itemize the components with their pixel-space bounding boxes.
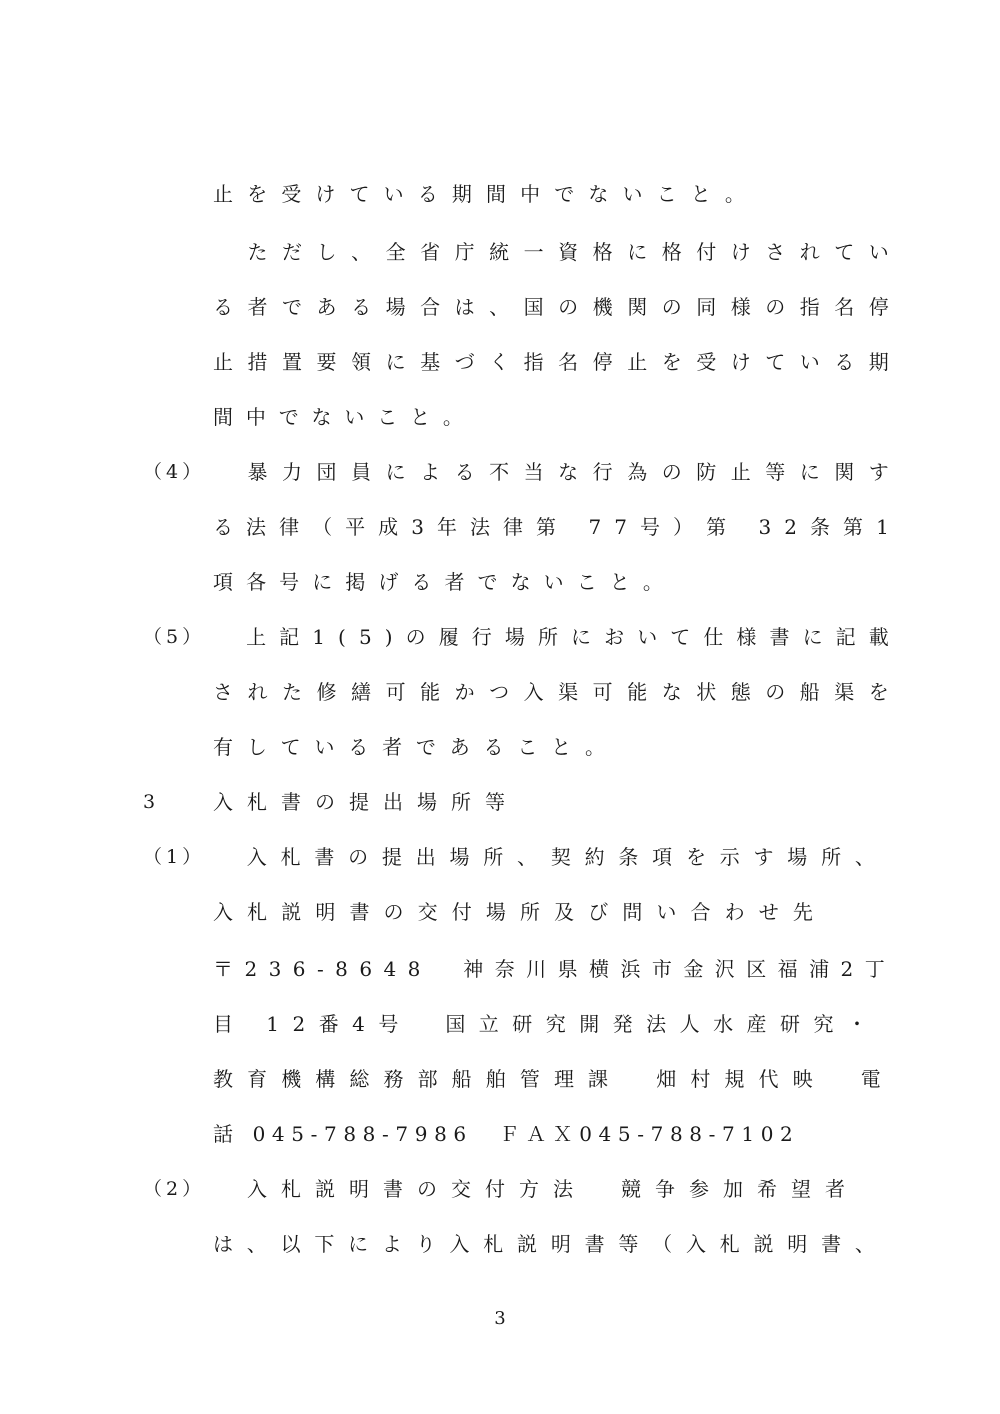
text-line-6: 暴 力 団 員 に よ る 不 当 な 行 為 の 防 止 等 に 関 す <box>247 460 889 484</box>
text-line-12: 入 札 書 の 提 出 場 所 、 契 約 条 項 を 示 す 場 所 、 <box>246 845 875 869</box>
text-line-17: 話 0 4 5 - 7 8 8 - 7 9 8 6 Ｆ Ａ Ｘ 0 4 5 - 7 8 8 - 7 1 0 2 <box>213 1122 793 1146</box>
text-line-4: 止 措 置 要 領 に 基 づ く 指 名 停 止 を 受 け て い る 期 <box>213 350 889 374</box>
text-line-2: た だ し 、 全 省 庁 統 一 資 格 に 格 付 け さ れ て い <box>247 240 889 264</box>
text-line-1: 止 を 受 け て い る 期 間 中 で な い こ と 。 <box>213 182 745 206</box>
item-number-2: （2） <box>143 1178 206 1200</box>
text-line-3: る 者 で あ る 場 合 は 、 国 の 機 関 の 同 様 の 指 名 停 <box>213 295 889 319</box>
text-line-18: 入 札 説 明 書 の 交 付 方 法 競 争 参 加 希 望 者 <box>247 1177 845 1201</box>
section-heading: 入 札 書 の 提 出 場 所 等 <box>213 790 505 814</box>
text-line-13: 入 札 説 明 書 の 交 付 場 所 及 び 問 い 合 わ せ 先 <box>213 900 813 924</box>
section-number-3: 3 <box>143 791 160 813</box>
text-line-10: さ れ た 修 繕 可 能 か つ 入 渠 可 能 な 状 態 の 船 渠 を <box>213 680 889 704</box>
text-line-7: る 法 律 （ 平 成 3 年 法 律 第 7 7 号 ） 第 3 2 条 第 1 <box>213 515 889 539</box>
text-line-8: 項 各 号 に 掲 げ る 者 で な い こ と 。 <box>213 570 663 594</box>
item-number-4: （4） <box>143 461 206 483</box>
text-line-11: 有 し て い る 者 で あ る こ と 。 <box>213 735 605 759</box>
text-line-16: 教 育 機 構 総 務 部 船 舶 管 理 課 畑 村 規 代 映 電 <box>213 1067 881 1091</box>
text-line-19: は 、 以 下 に よ り 入 札 説 明 書 等 （ 入 札 説 明 書 、 <box>213 1232 875 1256</box>
item-number-5: （5） <box>143 626 206 648</box>
text-line-5: 間 中 で な い こ と 。 <box>213 405 463 429</box>
text-line-15: 目 1 2 番 4 号 国 立 研 究 開 発 法 人 水 産 研 究 ・ <box>213 1012 867 1036</box>
text-line-9: 上 記 1 ( 5 ) の 履 行 場 所 に お い て 仕 様 書 に 記 載 <box>246 625 889 649</box>
text-line-14: 〒 2 3 6 - 8 6 4 8 神 奈 川 県 横 浜 市 金 沢 区 福 浦 2 丁 <box>213 957 885 981</box>
item-number-1: （1） <box>143 846 206 868</box>
page-number: 3 <box>494 1308 506 1329</box>
